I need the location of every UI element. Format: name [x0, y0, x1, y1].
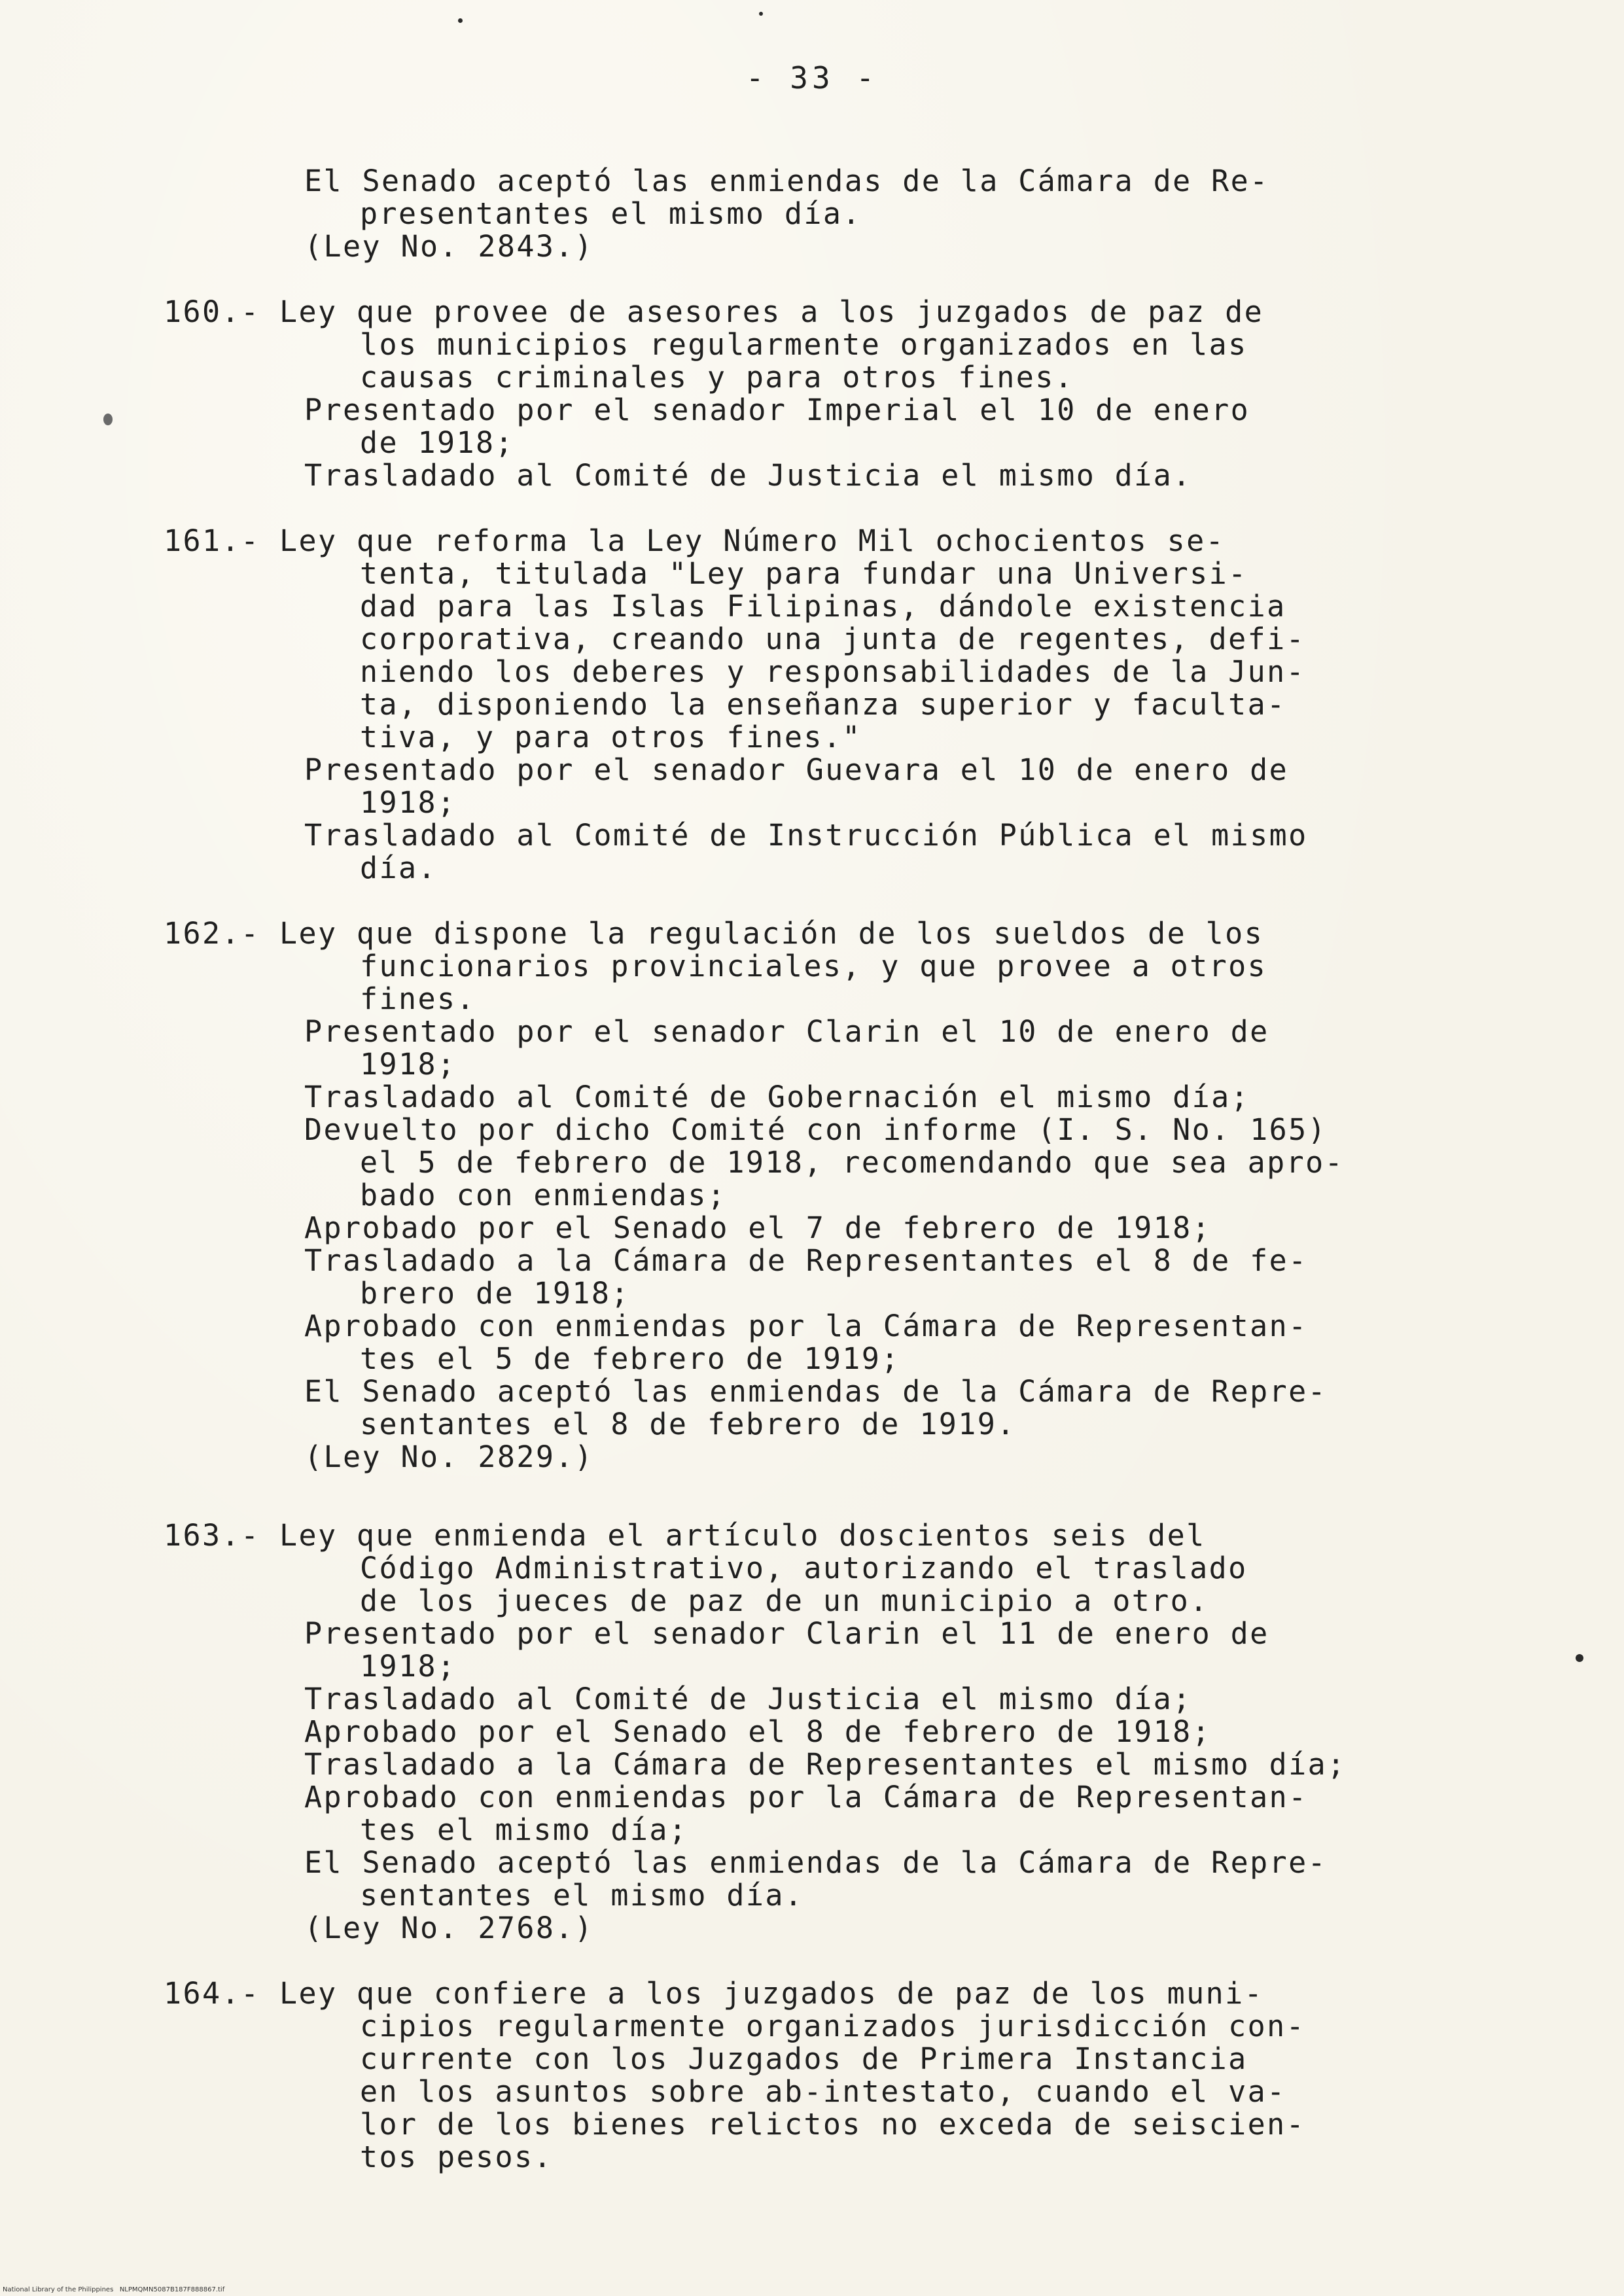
- entry-164-heading: 164.- Ley que confiere a los juzgados de paz de los muni-: [164, 1976, 1264, 2011]
- entry-162-line: funcionarios provinciales, y que provee a otros: [360, 949, 1267, 983]
- entry-163-line: Trasladado a la Cámara de Representantes el mismo día;: [304, 1747, 1347, 1782]
- entry-162-line: sentantes el 8 de febrero de 1919.: [360, 1407, 1016, 1441]
- entry-162-line: bado con enmiendas;: [360, 1178, 727, 1212]
- entry-163-line: sentantes el mismo día.: [360, 1878, 804, 1913]
- entry-163-line: Aprobado con enmiendas por la Cámara de Representan-: [304, 1780, 1308, 1814]
- entry-163-line: tes el mismo día;: [360, 1812, 688, 1847]
- entry-161-line: tiva, y para otros fines.": [360, 720, 862, 754]
- entry-162-line: tes el 5 de febrero de 1919;: [360, 1341, 900, 1376]
- entry-163-line: El Senado aceptó las enmiendas de la Cámara de Repre-: [304, 1845, 1328, 1880]
- entry-161-line: corporativa, creando una junta de regentes, defi-: [360, 622, 1306, 656]
- entry-162-line: brero de 1918;: [360, 1276, 630, 1311]
- scan-speck: [458, 18, 463, 23]
- entry-161-line: niendo los deberes y responsabilidades de la Jun-: [360, 654, 1306, 689]
- entry-160-line: de 1918;: [360, 425, 514, 460]
- intro-line: El Senado aceptó las enmiendas de la Cámara de Re-: [304, 164, 1269, 198]
- archive-footer: National Library of the Philippines NLPMQMN5087B187F888867.tif: [3, 2286, 225, 2293]
- scan-speck: [1576, 1654, 1583, 1662]
- entry-160-heading: 160.- Ley que provee de asesores a los juzgados de paz de: [164, 294, 1264, 329]
- entry-163-line: Presentado por el senador Clarin el 11 de enero de: [304, 1616, 1269, 1651]
- scan-speck: [103, 414, 113, 425]
- entry-163-line: Código Administrativo, autorizando el traslado: [360, 1551, 1248, 1585]
- entry-162-line: El Senado aceptó las enmiendas de la Cámara de Repre-: [304, 1374, 1328, 1409]
- entry-161-line: Presentado por el senador Guevara el 10 de enero de: [304, 752, 1289, 787]
- entry-162-line: Presentado por el senador Clarin el 10 de enero de: [304, 1014, 1269, 1049]
- entry-164-line: tos pesos.: [360, 2140, 553, 2174]
- entry-161-line: dad para las Islas Filipinas, dándole existencia: [360, 589, 1286, 624]
- entry-162-line: fines.: [360, 981, 476, 1016]
- entry-162-line: Aprobado por el Senado el 7 de febrero de 1918;: [304, 1210, 1212, 1245]
- entry-162-line: Aprobado con enmiendas por la Cámara de Representan-: [304, 1309, 1308, 1343]
- entry-164-line: en los asuntos sobre ab-intestato, cuando el va-: [360, 2074, 1286, 2109]
- entry-163-line: (Ley No. 2768.): [304, 1911, 594, 1945]
- intro-line: presentantes el mismo día.: [360, 196, 862, 231]
- entry-161-line: Trasladado al Comité de Instrucción Pública el mismo: [304, 818, 1308, 853]
- entry-160-line: Presentado por el senador Imperial el 10 de enero: [304, 393, 1250, 427]
- entry-161-line: tenta, titulada "Ley para fundar una Universi-: [360, 556, 1248, 591]
- entry-163-line: 1918;: [360, 1649, 457, 1684]
- entry-163-heading: 163.- Ley que enmienda el artículo doscientos seis del: [164, 1518, 1206, 1553]
- entry-161-heading: 161.- Ley que reforma la Ley Número Mil ochocientos se-: [164, 523, 1226, 558]
- entry-162-line: el 5 de febrero de 1918, recomendando que sea apro-: [360, 1145, 1345, 1180]
- entry-164-line: cipios regularmente organizados jurisdicción con-: [360, 2009, 1306, 2043]
- entry-164-line: currente con los Juzgados de Primera Instancia: [360, 2041, 1248, 2076]
- entry-164-line: lor de los bienes relictos no exceda de seiscien-: [360, 2107, 1306, 2142]
- entry-162-line: (Ley No. 2829.): [304, 1439, 594, 1474]
- entry-160-line: los municipios regularmente organizados en las: [360, 327, 1248, 362]
- entry-161-line: día.: [360, 851, 437, 885]
- entry-163-line: Aprobado por el Senado el 8 de febrero de 1918;: [304, 1714, 1212, 1749]
- entry-161-line: 1918;: [360, 785, 457, 820]
- entry-162-line: 1918;: [360, 1047, 457, 1082]
- entry-162-line: Trasladado al Comité de Gobernación el mismo día;: [304, 1080, 1250, 1114]
- entry-161-line: ta, disponiendo la enseñanza superior y faculta-: [360, 687, 1286, 722]
- entry-163-line: Trasladado al Comité de Justicia el mismo día;: [304, 1682, 1192, 1716]
- entry-160-line: Trasladado al Comité de Justicia el mismo día.: [304, 458, 1192, 493]
- entry-162-heading: 162.- Ley que dispone la regulación de los sueldos de los: [164, 916, 1264, 951]
- entry-162-line: Trasladado a la Cámara de Representantes el 8 de fe-: [304, 1243, 1308, 1278]
- entry-163-line: de los jueces de paz de un municipio a otro.: [360, 1583, 1209, 1618]
- intro-line: (Ley No. 2843.): [304, 229, 594, 264]
- entry-160-line: causas criminales y para otros fines.: [360, 360, 1074, 395]
- entry-162-line: Devuelto por dicho Comité con informe (I. S. No. 165): [304, 1112, 1328, 1147]
- page-number: - 33 -: [745, 60, 879, 96]
- scan-speck: [759, 12, 763, 16]
